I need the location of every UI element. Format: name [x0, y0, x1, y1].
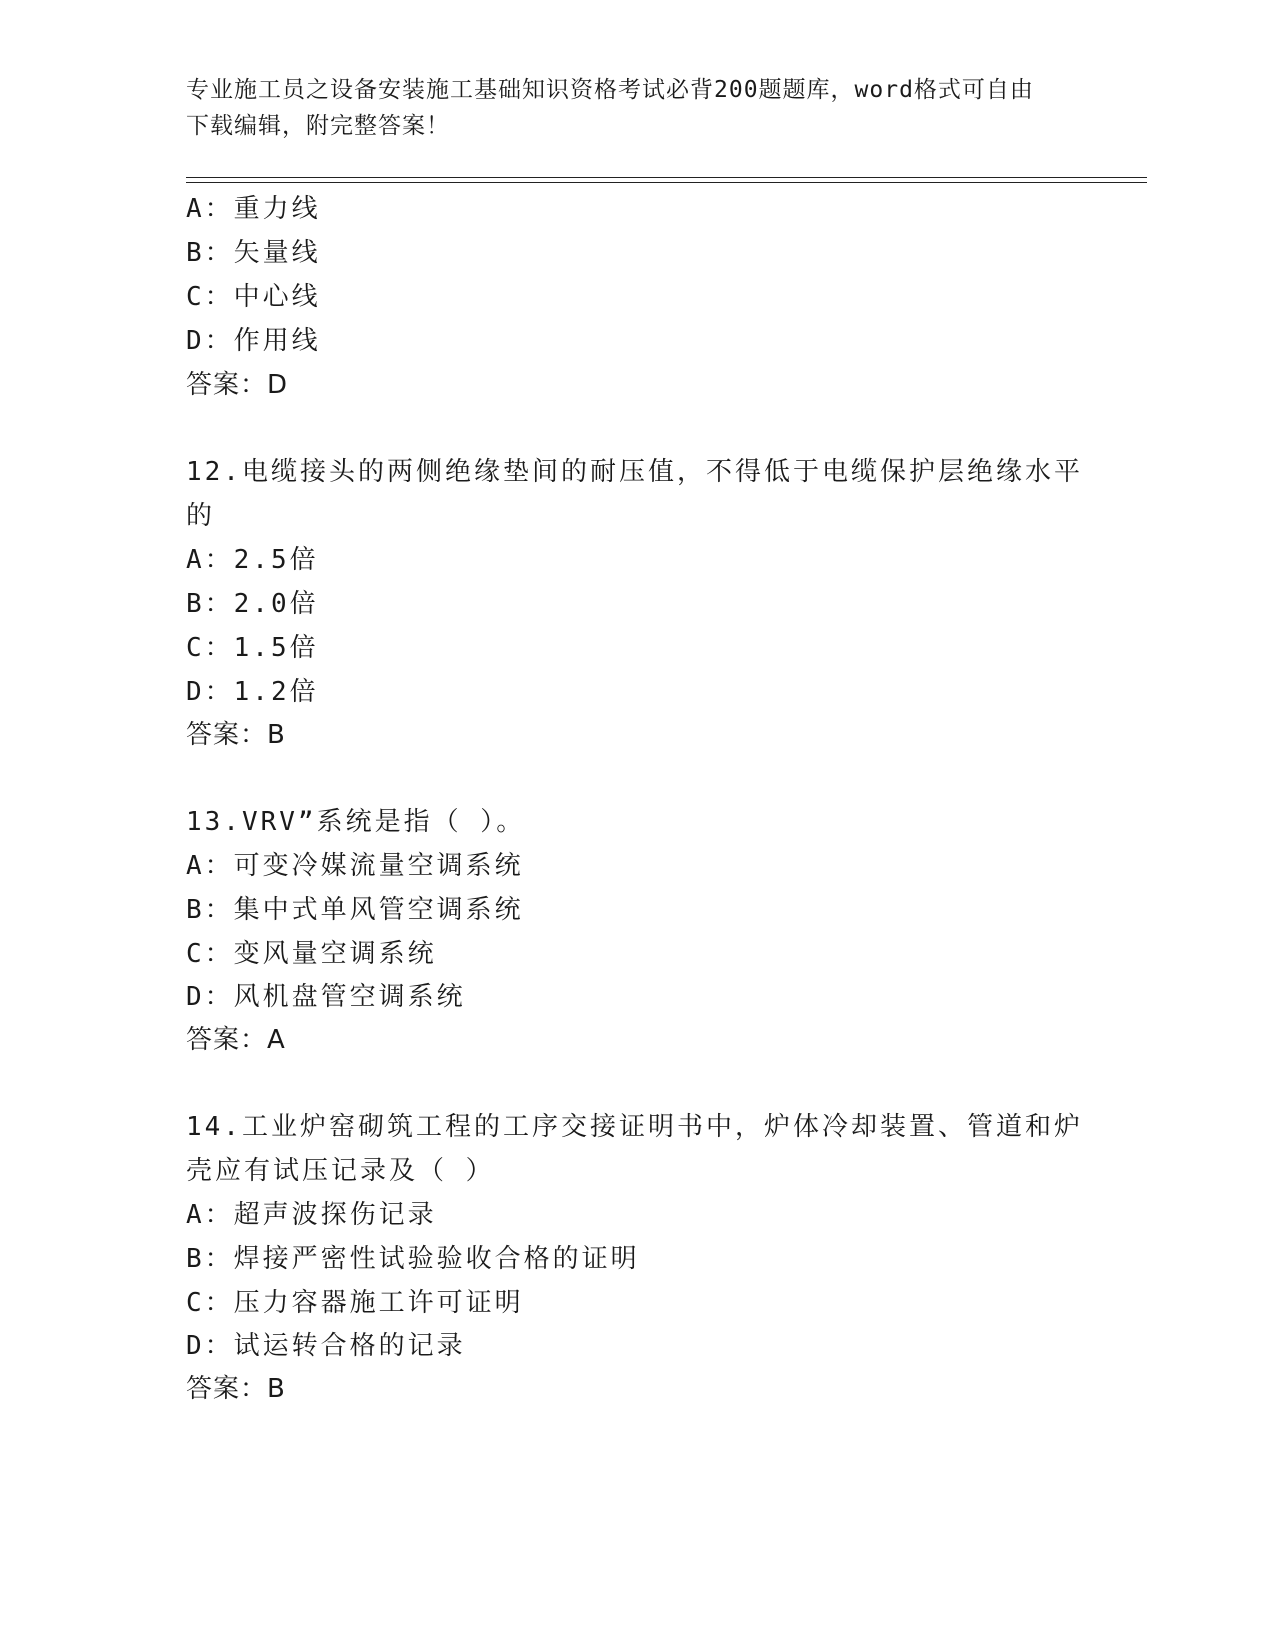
q14-option-b: B：焊接严密性试验验收合格的证明 [186, 1244, 640, 1274]
q13-option-d: D：风机盘管空调系统 [186, 982, 466, 1012]
q13-stem-line-1: 13.VRV”系统是指（ ）。 [186, 807, 526, 837]
q11-option-c: C：中心线 [186, 282, 321, 312]
q11-option-a: A：重力线 [186, 194, 321, 224]
q14-stem-line-2: 壳应有试压记录及（ ） [186, 1156, 495, 1186]
q14-option-d: D：试运转合格的记录 [186, 1331, 466, 1361]
q13-answer: 答案：A [186, 1025, 286, 1055]
q13-option-a: A：可变冷媒流量空调系统 [186, 851, 524, 881]
q12-option-b: B：2.0倍 [186, 589, 319, 619]
q12-stem-line-2: 的 [186, 501, 216, 531]
q12-answer: 答案：B [186, 720, 286, 750]
q14-option-a: A：超声波探伤记录 [186, 1200, 437, 1230]
q12-option-c: C：1.5倍 [186, 633, 319, 663]
header-line-1: 专业施工员之设备安装施工基础知识资格考试必背200题题库，word格式可自由 [186, 77, 1034, 103]
q13-option-b: B：集中式单风管空调系统 [186, 895, 524, 925]
q12-option-d: D：1.2倍 [186, 677, 319, 707]
q14-option-c: C：压力容器施工许可证明 [186, 1288, 524, 1318]
header-divider-top [186, 177, 1147, 178]
document-header [186, 72, 1066, 144]
q14-answer: 答案：B [186, 1374, 286, 1404]
q14-stem-line-1: 14.工业炉窑砌筑工程的工序交接证明书中，炉体冷却装置、管道和炉 [186, 1112, 1083, 1142]
q12-stem-line-1: 12.电缆接头的两侧绝缘垫间的耐压值，不得低于电缆保护层绝缘水平 [186, 457, 1083, 487]
q12-option-a: A：2.5倍 [186, 545, 319, 575]
q13-option-c: C：变风量空调系统 [186, 939, 437, 969]
header-line-2: 下载编辑，附完整答案！ [186, 113, 450, 139]
header-divider-bottom [186, 182, 1147, 183]
q11-answer: 答案：D [186, 370, 289, 400]
q11-option-b: B：矢量线 [186, 238, 321, 268]
q11-option-d: D：作用线 [186, 326, 321, 356]
